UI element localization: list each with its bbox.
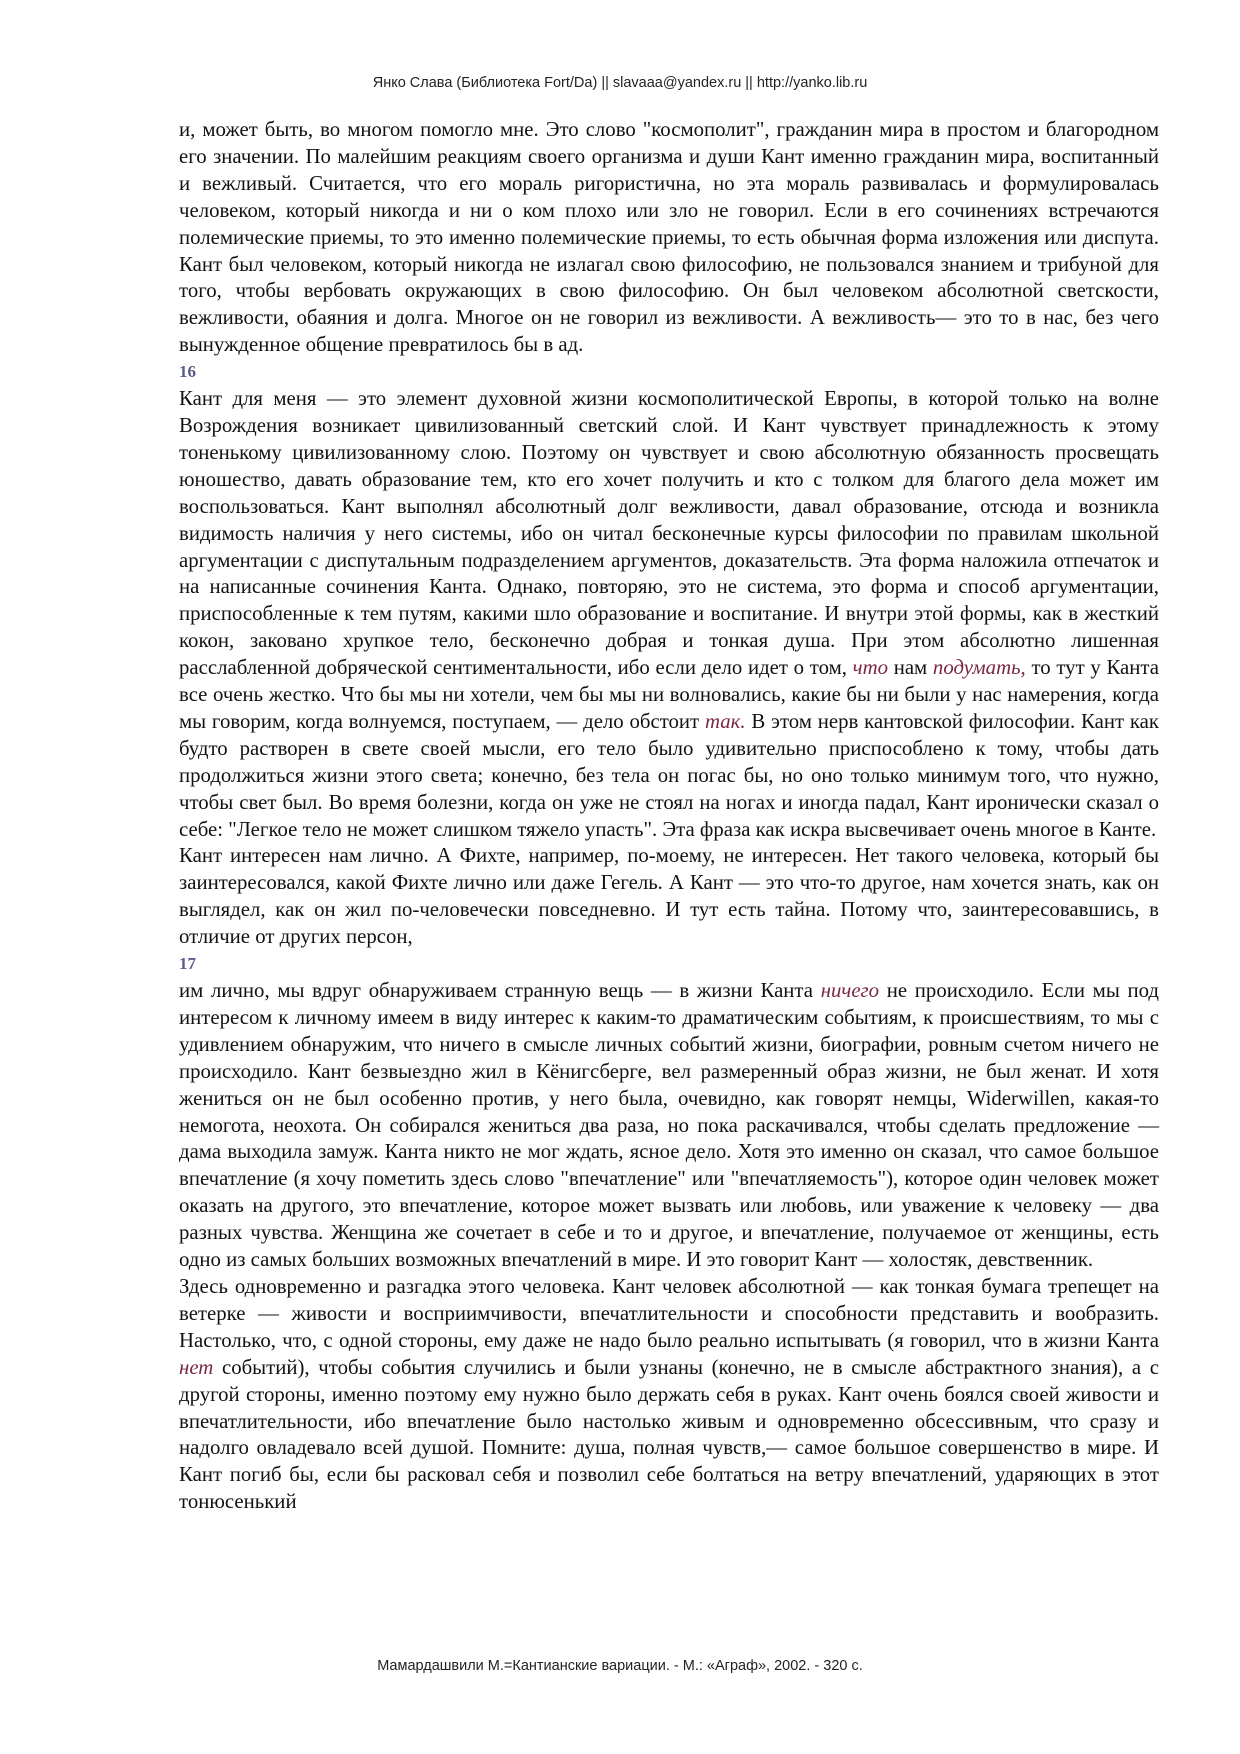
emphasized-text: ничего bbox=[820, 979, 880, 1002]
text-run: и, может быть, во многом помогло мне. Это слово "космополит", гражданин мира в простом и благородном его значении. По малейшим реакциям своего организма и души Кант именно гражданин мира, воспитанный и вежливый. Считается, что его мораль ригористична, но эта мораль развивалась и формулировалась человеком, который никогда и ни о ком плохо или зло не говорил. Если в его сочинениях встречаются полемические приемы, то это именно полемические приемы, то есть обычная форма изложения или диспута. Кант был человеком, который никогда не излагал свою философию, не пользовался знанием и трибуной для того, чтобы вербовать окружающих в свою философию. Он был человеком абсолютной светскости, вежливости, обаяния и долга. Многое он не говорил из вежливости. А вежливость— это то в нас, без чего вынужденное общение превратилось бы в ад. bbox=[179, 118, 1159, 357]
text-run: им лично, мы вдруг обнаруживаем странную вещь — в жизни Канта bbox=[179, 979, 821, 1002]
paragraph bbox=[179, 843, 1159, 951]
page-header: Янко Слава (Библиотека Fort/Da) || slavaaa@yandex.ru || http://yanko.lib.ru bbox=[372, 75, 868, 91]
page-number-marker bbox=[179, 359, 1159, 386]
emphasized-text: нет bbox=[179, 1355, 214, 1379]
paragraph bbox=[179, 386, 1159, 843]
emphasized-text: что bbox=[852, 656, 888, 680]
text-run: 16 bbox=[179, 362, 196, 382]
text-run: не происходило. Если мы под интересом к личному имеем в виду интерес к каким-то драматическим событиям, к происшествиям, то мы с удивлением обнаружим, что ничего в смысле личных событий жизни, биографии, ровным счетом ничего не происходило. Кант безвыездно жил в Кёнигсберге, вел размеренный образ жизни, не был женат. И хотя жениться он не был особенно против, у него была, очевидно, как говорят немцы, Widerwillen, какая-то немогота, неохота. Он собирался жениться два раза, но пока раскачивался, чтобы сделать предложение — дама выходила замуж. Канта никто не мог ждать, ясное дело. Хотя это именно он сказал, что самое большое впечатление (я хочу пометить здесь слово "впечатление" или "впечатляемость"), которое один человек может оказать на другого, это впечатление, которое может вызвать или любовь, или уважение к человеку — два разных чувства. Женщина же сочетает в себе и то и другое, и впечатление, получаемое от женщины, есть одно из самых больших возможных впечатлений в мире. И это говорит Кант — холостяк, девственник. bbox=[179, 979, 1160, 1272]
text-run: событий), чтобы события случились и были узнаны (конечно, не в смысле абстрактного знания), а с другой стороны, именно поэтому ему нужно было держать себя в руках. Кант очень боялся своей живости и впечатлительности, ибо впечатление было настолько живым и одновременно обсессивным, что сразу и надолго овладевало всей душой. Помните: душа, полная чувств,— самое большое совершенство в мире. И Кант погиб бы, если бы расковал себя и позволил себе болтаться на ветру впечатлений, ударяющих в этот тонюсенький bbox=[179, 1355, 1159, 1514]
paragraph bbox=[179, 1274, 1159, 1516]
page-footer: Мамардашвили М.=Кантианские вариации. - М.: «Аграф», 2002. - 320 с. bbox=[377, 1658, 863, 1674]
text-run: 17 bbox=[179, 954, 196, 974]
emphasized-text: подумать, bbox=[932, 656, 1026, 680]
text-run: нам bbox=[888, 656, 933, 680]
paragraph bbox=[179, 978, 1159, 1274]
page-number-marker bbox=[179, 951, 1159, 978]
text-run: Здесь одновременно и разгадка этого человека. Кант человек абсолютной — как тонкая бумага трепещет на ветерке — живости и восприимчивости, впечатлительности и способности представить и вообразить. Настолько, что, с одной стороны, ему даже не надо было реально испытывать (я говорил, что в жизни Канта bbox=[179, 1274, 1159, 1352]
text-run: Кант для меня — это элемент духовной жизни космополитической Европы, в которой только на волне Возрождения возникает цивилизованный светский слой. И Кант чувствует принадлежность к этому тоненькому цивилизованному слою. Поэтому он чувствует и свою абсолютную обязанность просвещать юношество, давать образование тем, кто его хочет получить и кто с толком для благого дела может им воспользоваться. Кант выполнял абсолютный долг вежливости, давал образование, отсюда и возникла видимость наличия у него системы, ибо он читал бесконечные курсы философии по правилам школьной аргументации с диспутальным подразделением аргументов, доказательств. Эта форма наложила отпечаток и на написанные сочинения Канта. Однако, повторяю, это не система, это форма и способ аргументации, приспособленные к тем путям, какими шло образование и воспитание. И внутри этой формы, как в жесткий кокон, заковано хрупкое тело, бесконечно добрая и тонкая душа. При этом абсолютно лишенная расслабленной добряческой сентиментальности, ибо если дело идет о том, bbox=[179, 387, 1159, 680]
text-run: В этом нерв кантовской философии. Кант как будто растворен в свете своей мысли, его тело было удивительно приспособлено к тому, чтобы дать продолжиться жизни этого света; конечно, без тела он погас бы, но оно только минимум того, что нужно, чтобы свет был. Во время болезни, когда он уже не стоял на ногах и иногда падал, Кант иронически сказал о себе: "Легкое тело не может слишком тяжело упасть". Эта фраза как искра высвечивает очень многое в Канте. bbox=[179, 709, 1160, 841]
paragraph bbox=[179, 117, 1159, 359]
text-run: то тут у Канта все очень жестко. Что бы мы ни хотели, чем бы мы ни волновались, какие бы ни были у нас намерения, когда мы говорим, когда волнуемся, поступаем, — дело обстоит bbox=[179, 656, 1159, 733]
document-body bbox=[179, 117, 1159, 1516]
emphasized-text: так. bbox=[704, 709, 746, 733]
text-run: Кант интересен нам лично. А Фихте, например, по-моему, не интересен. Нет такого человека, который бы заинтересовался, какой Фихте лично или даже Гегель. А Кант — это что-то другое, нам хочется знать, как он выглядел, как он жил по-человечески повседневно. И тут есть тайна. Потому что, заинтересовавшись, в отличие от других персон, bbox=[179, 844, 1159, 949]
